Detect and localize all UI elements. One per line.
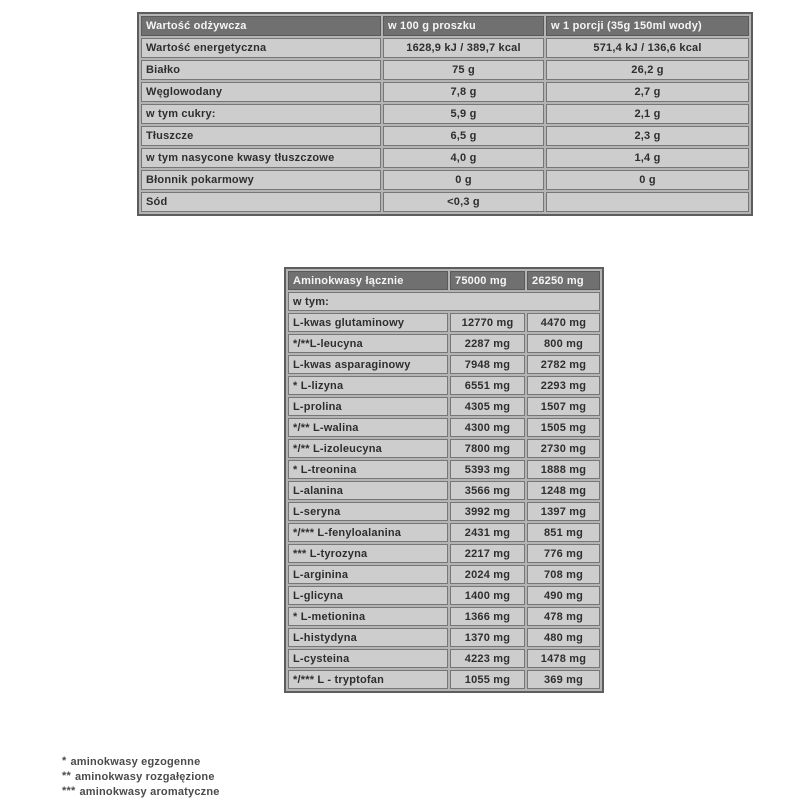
table-row xyxy=(288,313,600,332)
row-label: */*** L-fenyloalanina xyxy=(288,523,448,542)
row-label: *** L-tyrozyna xyxy=(288,544,448,563)
value-per-serving: 571,4 kJ / 136,6 kcal xyxy=(546,38,749,58)
table-row xyxy=(288,418,600,437)
row-label: * L-lizyna xyxy=(288,376,448,395)
value-per-serving: 1505 mg xyxy=(527,418,600,437)
value-per-100g: 4223 mg xyxy=(450,649,525,668)
row-label: */** L-walina xyxy=(288,418,448,437)
footnote-text: aminokwasy egzogenne xyxy=(70,756,201,768)
value-per-serving: 2,1 g xyxy=(546,104,749,124)
value-per-100g: <0,3 g xyxy=(383,192,544,212)
table-row xyxy=(141,126,749,146)
table-row xyxy=(288,460,600,479)
amino-acids-table-header xyxy=(288,271,600,290)
row-label: Białko xyxy=(141,60,381,80)
table-row xyxy=(288,481,600,500)
value-per-100g: 6551 mg xyxy=(450,376,525,395)
table-row xyxy=(288,523,600,542)
row-label: */**L-leucyna xyxy=(288,334,448,353)
table-row xyxy=(288,376,600,395)
row-label: L-prolina xyxy=(288,397,448,416)
table-row xyxy=(288,586,600,605)
subheader-row xyxy=(288,292,600,311)
row-label: L-kwas glutaminowy xyxy=(288,313,448,332)
value-per-100g: 75 g xyxy=(383,60,544,80)
row-label: Tłuszcze xyxy=(141,126,381,146)
amino-acids-table-body xyxy=(288,292,600,689)
value-per-serving: 478 mg xyxy=(527,607,600,626)
value-per-100g: 6,5 g xyxy=(383,126,544,146)
table-row xyxy=(288,502,600,521)
row-label: L-glicyna xyxy=(288,586,448,605)
table-row xyxy=(141,38,749,58)
table-row xyxy=(141,148,749,168)
row-label: Sód xyxy=(141,192,381,212)
subheader-cell: w tym: xyxy=(288,292,600,311)
value-per-serving: 708 mg xyxy=(527,565,600,584)
column-header: Wartość odżywcza xyxy=(141,16,381,36)
value-per-100g: 4305 mg xyxy=(450,397,525,416)
value-per-100g: 2287 mg xyxy=(450,334,525,353)
footnote xyxy=(62,784,220,799)
value-per-100g: 1400 mg xyxy=(450,586,525,605)
value-per-serving: 1248 mg xyxy=(527,481,600,500)
footnote-text: aminokwasy rozgałęzione xyxy=(74,771,215,783)
column-header: w 1 porcji (35g 150ml wody) xyxy=(546,16,749,36)
value-per-serving: 851 mg xyxy=(527,523,600,542)
column-header: Aminokwasy łącznie xyxy=(288,271,448,290)
value-per-100g: 0 g xyxy=(383,170,544,190)
footnote-marker: ** xyxy=(62,770,71,782)
value-per-100g: 7800 mg xyxy=(450,439,525,458)
header-row xyxy=(141,16,749,36)
table-row xyxy=(288,607,600,626)
nutrition-table-body xyxy=(141,38,749,212)
value-per-100g: 2431 mg xyxy=(450,523,525,542)
value-per-100g: 5,9 g xyxy=(383,104,544,124)
row-label: Wartość energetyczna xyxy=(141,38,381,58)
row-label: L-histydyna xyxy=(288,628,448,647)
value-per-serving: 2730 mg xyxy=(527,439,600,458)
value-per-serving xyxy=(546,192,749,212)
row-label: L-alanina xyxy=(288,481,448,500)
value-per-100g: 3992 mg xyxy=(450,502,525,521)
value-per-serving: 4470 mg xyxy=(527,313,600,332)
row-label: * L-metionina xyxy=(288,607,448,626)
table-row xyxy=(141,192,749,212)
column-header: 75000 mg xyxy=(450,271,525,290)
value-per-100g: 2024 mg xyxy=(450,565,525,584)
value-per-serving: 480 mg xyxy=(527,628,600,647)
table-row xyxy=(141,104,749,124)
value-per-serving: 776 mg xyxy=(527,544,600,563)
row-label: * L-treonina xyxy=(288,460,448,479)
nutrition-table-header xyxy=(141,16,749,36)
value-per-serving: 369 mg xyxy=(527,670,600,689)
row-label: L-cysteina xyxy=(288,649,448,668)
table-row xyxy=(141,170,749,190)
column-header: 26250 mg xyxy=(527,271,600,290)
table-row xyxy=(288,565,600,584)
row-label: w tym cukry: xyxy=(141,104,381,124)
table-row xyxy=(288,397,600,416)
value-per-serving: 26,2 g xyxy=(546,60,749,80)
header-row xyxy=(288,271,600,290)
value-per-100g: 4300 mg xyxy=(450,418,525,437)
table-row xyxy=(141,82,749,102)
value-per-100g: 7948 mg xyxy=(450,355,525,374)
value-per-100g: 1370 mg xyxy=(450,628,525,647)
value-per-100g: 1366 mg xyxy=(450,607,525,626)
value-per-100g: 12770 mg xyxy=(450,313,525,332)
value-per-100g: 1628,9 kJ / 389,7 kcal xyxy=(383,38,544,58)
value-per-serving: 1888 mg xyxy=(527,460,600,479)
value-per-100g: 2217 mg xyxy=(450,544,525,563)
row-label: L-arginina xyxy=(288,565,448,584)
row-label: L-kwas asparaginowy xyxy=(288,355,448,374)
row-label: w tym nasycone kwasy tłuszczowe xyxy=(141,148,381,168)
table-row xyxy=(141,60,749,80)
table-row xyxy=(288,355,600,374)
table-row xyxy=(288,334,600,353)
row-label: */*** L - tryptofan xyxy=(288,670,448,689)
value-per-serving: 2782 mg xyxy=(527,355,600,374)
value-per-serving: 800 mg xyxy=(527,334,600,353)
value-per-serving: 2,7 g xyxy=(546,82,749,102)
column-header: w 100 g proszku xyxy=(383,16,544,36)
footnote-text: aminokwasy aromatyczne xyxy=(79,786,220,798)
value-per-serving: 1507 mg xyxy=(527,397,600,416)
value-per-100g: 7,8 g xyxy=(383,82,544,102)
value-per-serving: 2,3 g xyxy=(546,126,749,146)
table-row xyxy=(288,628,600,647)
value-per-serving: 1,4 g xyxy=(546,148,749,168)
footnote xyxy=(62,754,220,769)
value-per-100g: 3566 mg xyxy=(450,481,525,500)
nutrition-table xyxy=(137,12,753,216)
row-label: L-seryna xyxy=(288,502,448,521)
value-per-serving: 1397 mg xyxy=(527,502,600,521)
value-per-100g: 1055 mg xyxy=(450,670,525,689)
footnote-marker: * xyxy=(62,755,67,767)
table-row xyxy=(288,670,600,689)
footnotes xyxy=(62,754,220,799)
table-row xyxy=(288,439,600,458)
value-per-serving: 2293 mg xyxy=(527,376,600,395)
value-per-serving: 1478 mg xyxy=(527,649,600,668)
value-per-serving: 0 g xyxy=(546,170,749,190)
value-per-100g: 4,0 g xyxy=(383,148,544,168)
table-row xyxy=(288,649,600,668)
footnote-marker: *** xyxy=(62,785,76,797)
table-row xyxy=(288,544,600,563)
value-per-serving: 490 mg xyxy=(527,586,600,605)
footnote xyxy=(62,769,220,784)
amino-acids-table xyxy=(284,267,604,693)
row-label: Błonnik pokarmowy xyxy=(141,170,381,190)
value-per-100g: 5393 mg xyxy=(450,460,525,479)
row-label: Węglowodany xyxy=(141,82,381,102)
row-label: */** L-izoleucyna xyxy=(288,439,448,458)
